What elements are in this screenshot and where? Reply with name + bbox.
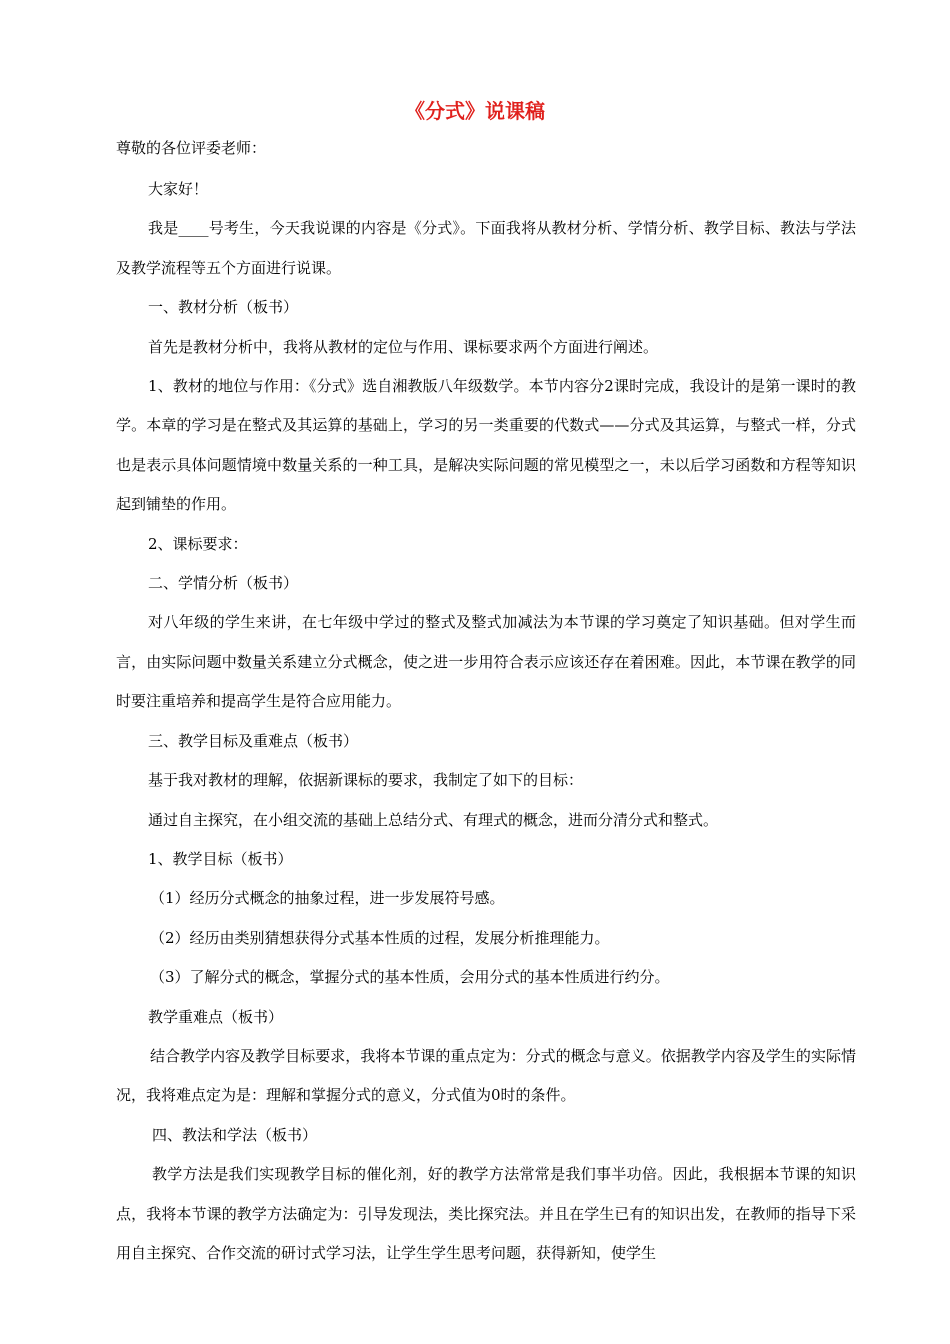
key-points-paragraph: 结合教学内容及教学目标要求，我将本节课的重点定为：分式的概念与意义。依据教学内容及学生的实际情况，我将难点定为是：理解和掌握分式的意义，分式值为0时的条件。 <box>116 1046 856 1105</box>
student-analysis-paragraph: 对八年级的学生来讲，在七年级中学过的整式及整式加减法为本节课的学习奠定了知识基础。但对学生而言，由实际问题中数量关系建立分式概念，使之进一步用符合表示应该还存在着困难。因此，本节课在教学的同时要注重培养和提高学生是符合应用能力。 <box>116 613 856 711</box>
section-heading-methods: 四、教法和学法（板书） <box>152 1125 318 1144</box>
section-heading-student-analysis: 二、学情分析（板书） <box>148 574 299 593</box>
textbook-analysis-paragraph: 首先是教材分析中，我将从教材的定位与作用、课标要求两个方面进行阐述。 <box>148 337 659 356</box>
goal-item-2: （2）经历由类别猜想获得分式基本性质的过程，发展分析推理能力。 <box>150 928 610 947</box>
curriculum-requirement-heading: 2、课标要求： <box>148 534 248 553</box>
goals-summary-paragraph: 通过自主探究，在小组交流的基础上总结分式、有理式的概念，进而分清分式和整式。 <box>148 810 719 829</box>
methods-paragraph: 教学方法是我们实现教学目标的催化剂，好的教学方法常常是我们事半功倍。因此，我根据本节课的知识点，我将本节课的教学方法确定为：引导发现法，类比探究法。并且在学生已有的知识出发，在教师的指导下采用自主探究、合作交流的研讨式学习法，让学生学生思考问题，获得新知，使学生 <box>116 1165 856 1262</box>
intro-paragraph: 我是____号考生，今天我说课的内容是《分式》。下面我将从教材分析、学情分析、教学目标、教法与学法及教学流程等五个方面进行说课。 <box>116 219 856 277</box>
textbook-role-paragraph: 1、教材的地位与作用：《分式》选自湘教版八年级数学。本节内容分2课时完成，我设计的是第一课时的教学。本章的学习是在整式及其运算的基础上，学习的另一类重要的代数式——分式及其运算，与整式一样，分式也是表示具体问题情境中数量关系的一种工具，是解决实际问题的常见模型之一，未以后学习函数和方程等知识起到铺垫的作用。 <box>116 377 856 514</box>
salutation: 尊敬的各位评委老师： <box>116 139 267 157</box>
section-heading-teaching-goals: 三、教学目标及重难点（板书） <box>148 731 359 750</box>
key-points-heading: 教学重难点（板书） <box>148 1007 284 1026</box>
goal-item-1: （1）经历分式概念的抽象过程，进一步发展符号感。 <box>150 889 505 908</box>
section-heading-textbook-analysis: 一、教材分析（板书） <box>148 298 299 317</box>
document-body <box>116 134 856 1273</box>
greeting: 大家好！ <box>148 180 209 198</box>
goals-intro-paragraph: 基于我对教材的理解，依据新课标的要求，我制定了如下的目标： <box>148 771 584 790</box>
teaching-goals-heading: 1、教学目标（板书） <box>148 849 293 868</box>
goal-item-3: （3）了解分式的概念，掌握分式的基本性质，会用分式的基本性质进行约分。 <box>150 968 670 987</box>
document-title: 《分式》说课稿 <box>405 99 545 123</box>
